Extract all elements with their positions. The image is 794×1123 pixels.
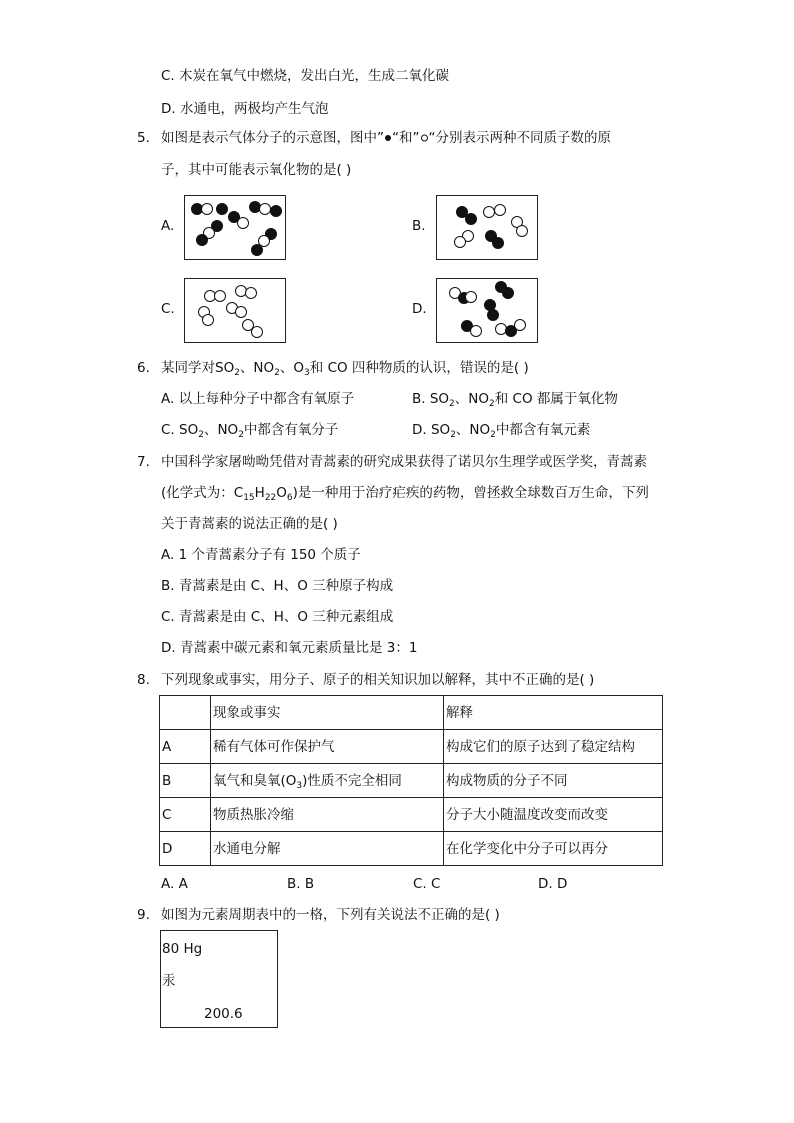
q7-stem-sub-2: 22 [264,493,277,503]
fact-sub: 3 [296,780,303,791]
q5-stem-line2: 子，其中可能表示氧化物的是( ) [161,162,352,178]
q9-stem: 如图为元素周期表中的一格，下列有关说法不正确的是( ) [161,907,500,923]
q6-option-c [161,421,338,439]
q7-stem-line2 [161,484,649,502]
q6-option-d-text-1: D. SO [412,422,451,438]
q8-option-c: C. C [413,876,441,892]
q6-option-c-text-2: 、NO [203,422,239,438]
table-cell-key: C [160,798,211,832]
q6-stem-sub-3: 3 [304,368,310,378]
q6-option-c-sub-2: 2 [238,430,244,440]
q8-option-a: A. A [161,876,188,892]
q6-option-d-sub-1: 2 [450,430,456,440]
q5-diagram-d [436,278,538,343]
element-name: 汞 [162,973,176,989]
q7-stem-sub-1: 15 [243,493,255,503]
q6-option-b-sub-2: 2 [489,399,495,409]
q6-option-b-text-2: 、NO [454,391,490,407]
q9-number: 9. [137,907,150,923]
table-row [160,730,663,764]
table-header-cell: 解释 [444,696,663,730]
open-atom-icon [420,133,429,143]
q5-diagram-b [436,195,538,260]
q6-option-d [412,421,590,439]
q8-number: 8. [137,672,150,688]
q6-stem-sub-1: 2 [234,368,240,378]
q6-stem-text-4: 和 CO 四种物质的认识，错误的是( ) [309,360,529,376]
q6-option-b-text-1: B. SO [412,391,450,407]
q5-diagram-a [184,195,286,260]
q7-option-a: A. 1 个青蒿素分子有 150 个质子 [161,547,361,563]
q4-option-d: D. 水通电，两极均产生气泡 [161,101,329,117]
q5-option-b-label: B. [412,218,426,234]
table-cell-explain: 分子大小随温度改变而改变 [444,798,663,832]
table-cell-fact: 水通电分解 [211,832,444,866]
q6-option-b-sub-1: 2 [449,399,455,409]
table-cell-explain: 构成物质的分子不同 [444,764,663,798]
q4-option-c: C. 木炭在氧气中燃烧，发出白光，生成二氧化碳 [161,68,450,84]
table-cell-fact: 物质热胀冷缩 [211,798,444,832]
table-header-cell: 现象或事实 [211,696,444,730]
table-cell-explain: 构成它们的原子达到了稳定结构 [444,730,663,764]
q7-number: 7. [137,454,150,470]
q7-stem-text-3: O [276,485,287,501]
q8-option-b: B. B [287,876,315,892]
q5-option-a-label: A. [161,218,175,234]
table-cell-key: A [160,730,211,764]
q5-stem-part2: “和” [392,130,420,146]
q5-option-d-label: D. [412,301,427,317]
q7-stem-line1: 中国科学家屠呦呦凭借对青蒿素的研究成果获得了诺贝尔生理学或医学奖，青蒿素 [161,454,647,470]
table-row [160,764,663,798]
q8-option-d: D. D [538,876,568,892]
table-cell-key: D [160,832,211,866]
table-row [160,798,663,832]
q6-stem [161,359,529,377]
q6-stem-text-1: 某同学对SO [161,360,235,376]
q5-stem-part1: 如图是表示气体分子的示意图，图中” [161,130,384,146]
q5-stem-part3: “分别表示两种不同质子数的原 [428,130,611,146]
filled-atom-icon [384,133,392,143]
q8-stem: 下列现象或事实，用分子、原子的相关知识加以解释，其中不正确的是( ) [161,672,595,688]
q7-stem-text-2: H [254,485,265,501]
q6-stem-text-2: 、NO [239,360,275,376]
q6-option-d-text-3: 中都含有氧元素 [495,422,591,438]
q7-option-b: B. 青蒿素是由 C、H、O 三种原子构成 [161,578,394,594]
q6-option-a: A. 以上每种分子中都含有氧原子 [161,391,355,407]
q5-number: 5. [137,130,150,146]
q6-option-d-text-2: 、NO [455,422,491,438]
fact-text-1: 氧气和臭氧(O [213,772,297,789]
element-mass: 200.6 [204,1006,243,1022]
q6-option-b [412,390,618,408]
table-cell-fact [211,764,444,798]
q7-stem-line3: 关于青蒿素的说法正确的是( ) [161,516,338,532]
q8-table [159,695,663,866]
q5-stem-line1 [161,129,611,147]
table-cell-fact: 稀有气体可作保护气 [211,730,444,764]
fact-text-2: )性质不完全相同 [302,772,402,789]
table-header-row [160,696,663,730]
q6-stem-text-3: 、O [279,360,305,376]
q7-stem-text-4: )是一种用于治疗疟疾的药物，曾拯救全球数百万生命，下列 [292,485,649,501]
q6-number: 6. [137,360,150,376]
table-cell-explain: 在化学变化中分子可以再分 [444,832,663,866]
q6-option-c-text-3: 中都含有氧分子 [243,422,339,438]
q6-option-c-sub-1: 2 [198,430,204,440]
q5-option-c-label: C. [161,301,175,317]
q6-option-c-text-1: C. SO [161,422,199,438]
periodic-table-cell [160,930,278,1028]
table-header-cell [160,696,211,730]
table-cell-key: B [160,764,211,798]
q7-stem-sub-3: 6 [286,493,293,503]
q7-stem-text-1: (化学式为：C [161,485,244,501]
q6-stem-sub-2: 2 [274,368,280,378]
q6-option-b-text-3: 和 CO 都属于氧化物 [494,391,618,407]
element-number-symbol: 80 Hg [162,941,203,957]
q5-diagram-c [184,278,286,343]
q7-option-c: C. 青蒿素是由 C、H、O 三种元素组成 [161,609,394,625]
q7-option-d: D. 青蒿素中碳元素和氧元素质量比是 3：1 [161,640,418,656]
q6-option-d-sub-2: 2 [490,430,496,440]
table-row [160,832,663,866]
